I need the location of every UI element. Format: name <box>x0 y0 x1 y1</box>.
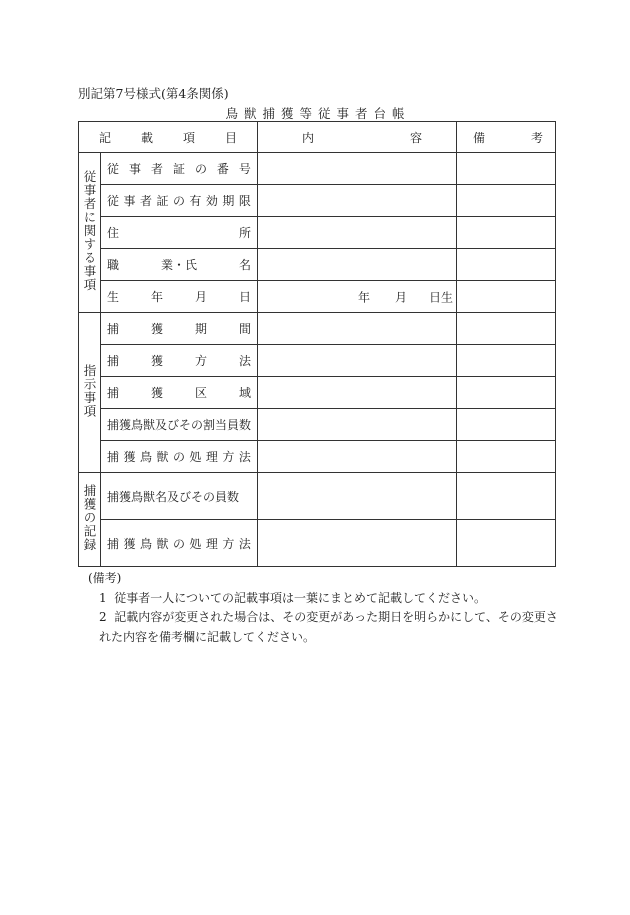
table-row <box>79 345 556 377</box>
content-cell[interactable] <box>258 409 457 441</box>
table-row <box>79 441 556 473</box>
remarks-cell[interactable] <box>457 249 556 281</box>
note-item: 1 従事者一人についての記載事項は一葉にまとめて記載してください。 <box>99 590 487 605</box>
birthdate-month-unit: 月 <box>395 290 408 304</box>
content-cell[interactable] <box>258 345 457 377</box>
section-label-worker: 従事者に関する事項 <box>79 153 101 313</box>
remarks-cell[interactable] <box>457 409 556 441</box>
item-license-validity: 従 事 者 証 の 有 効 期 限 <box>101 185 258 217</box>
content-cell[interactable] <box>258 185 457 217</box>
table-row <box>79 185 556 217</box>
remarks-cell[interactable] <box>457 473 556 520</box>
item-species-quota: 捕獲鳥獣及びその割当員数 <box>101 409 258 441</box>
remarks-cell[interactable] <box>457 377 556 409</box>
item-license-number: 従 事 者 証 の 番 号 <box>101 153 258 185</box>
content-cell[interactable] <box>258 473 457 520</box>
section-label-capture-record: 捕獲の記録 <box>79 473 101 567</box>
remarks-cell[interactable] <box>457 185 556 217</box>
birthdate-year-unit: 年 <box>358 290 371 304</box>
table-row <box>79 281 556 313</box>
table-row <box>79 520 556 567</box>
notes-section <box>88 569 558 647</box>
section-label-instructions: 指示事項 <box>79 313 101 473</box>
item-capture-area: 捕 獲 区 域 <box>101 377 258 409</box>
remarks-cell[interactable] <box>457 345 556 377</box>
content-cell[interactable] <box>258 217 457 249</box>
header-item: 記 載 項 目 <box>79 122 258 153</box>
birthdate-content-cell[interactable] <box>258 281 457 313</box>
remarks-cell[interactable] <box>457 441 556 473</box>
remarks-cell[interactable] <box>457 153 556 185</box>
content-cell[interactable] <box>258 441 457 473</box>
birthdate-day-unit: 日生 <box>429 290 454 304</box>
content-cell[interactable] <box>258 313 457 345</box>
content-cell[interactable] <box>258 249 457 281</box>
content-cell[interactable] <box>258 377 457 409</box>
table-row <box>79 153 556 185</box>
remarks-cell[interactable] <box>457 313 556 345</box>
item-address: 住 所 <box>101 217 258 249</box>
note-item-continuation: れた内容を備考欄に記載してください。 <box>99 629 316 644</box>
item-record-disposal-method: 捕 獲 鳥 獣 の 処 理 方 法 <box>101 520 258 567</box>
item-birthdate: 生 年 月 日 <box>101 281 258 313</box>
table-row <box>79 249 556 281</box>
notes-heading: (備考) <box>88 571 122 585</box>
table-row <box>79 473 556 520</box>
item-species-count: 捕獲鳥獣名及びその員数 <box>101 473 258 520</box>
table-row <box>79 313 556 345</box>
item-disposal-method: 捕 獲 鳥 獣 の 処 理 方 法 <box>101 441 258 473</box>
table-row <box>79 217 556 249</box>
table-row <box>79 409 556 441</box>
content-cell[interactable] <box>258 153 457 185</box>
note-item: 2 記載内容が変更された場合は、その変更があった期日を明らかにして、その変更さ <box>99 610 558 624</box>
item-capture-period: 捕 獲 期 間 <box>101 313 258 345</box>
ledger-table <box>78 121 556 567</box>
item-occupation-name: 職 業・氏 名 <box>101 249 258 281</box>
header-content: 内 容 <box>258 122 457 153</box>
remarks-cell[interactable] <box>457 281 556 313</box>
header-remarks: 備 考 <box>457 122 556 153</box>
content-cell[interactable] <box>258 520 457 567</box>
remarks-cell[interactable] <box>457 217 556 249</box>
table-row <box>79 377 556 409</box>
document-title: 鳥獣捕獲等従事者台帳 <box>225 106 411 121</box>
header-row <box>79 122 556 153</box>
remarks-cell[interactable] <box>457 520 556 567</box>
item-capture-method: 捕 獲 方 法 <box>101 345 258 377</box>
form-number-label: 別記第7号様式(第4条関係) <box>78 86 229 101</box>
